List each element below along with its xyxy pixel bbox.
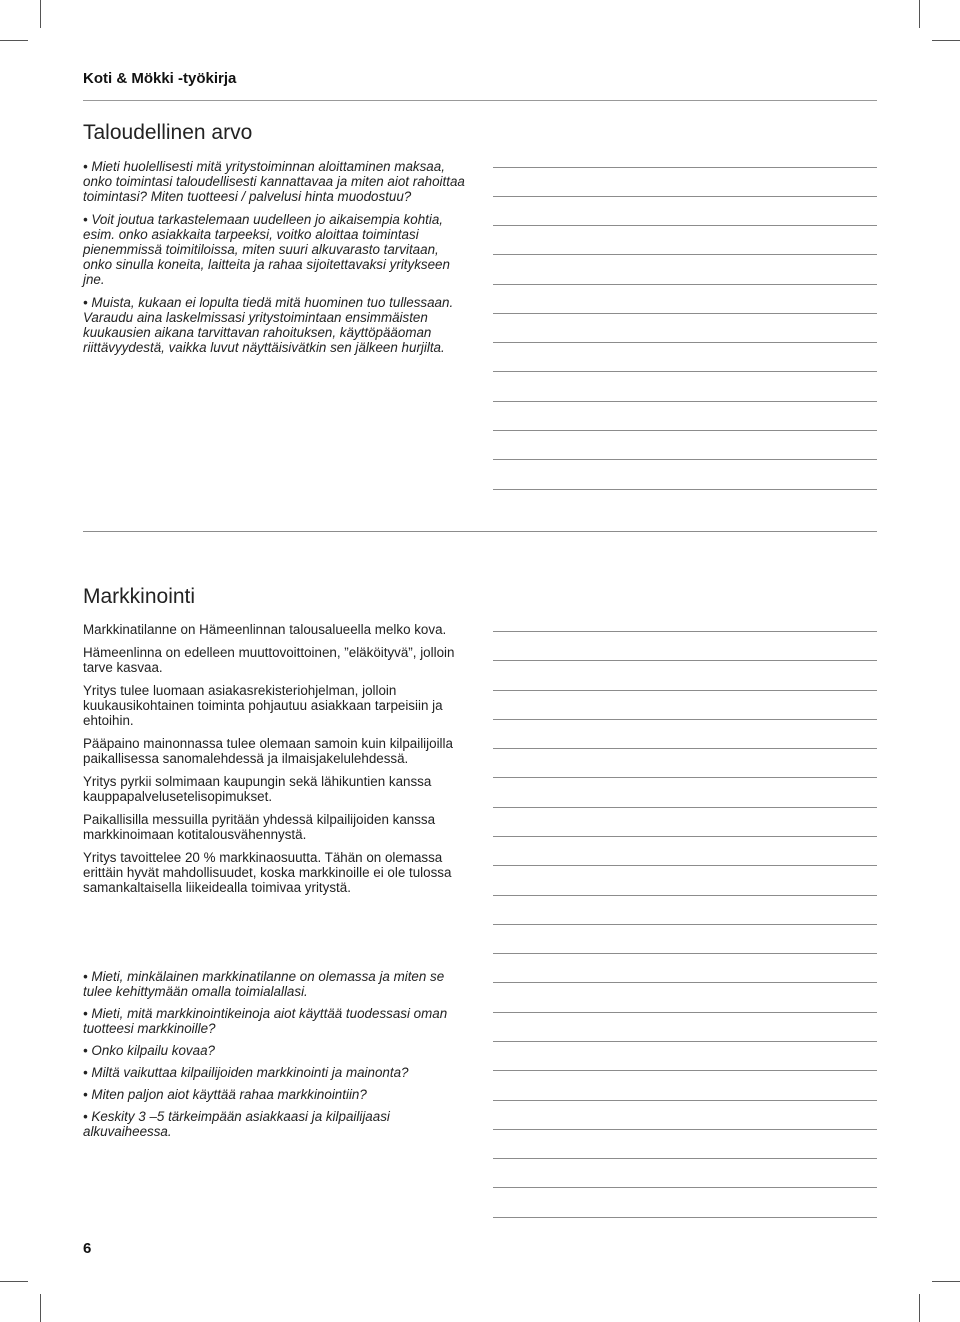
writing-line[interactable] [493, 690, 877, 691]
writing-line[interactable] [493, 1158, 877, 1159]
writing-line[interactable] [493, 1129, 877, 1130]
writing-line[interactable] [493, 777, 877, 778]
marketing-paragraph: Paikallisilla messuilla pyritään yhdessä kilpailijoiden kanssa markkinoimaan kotitalousvähennystä. [83, 812, 436, 842]
marketing-bullet: • Keskity 3 –5 tärkeimpään asiakkaasi ja kilpailijaasi alkuvaiheessa. [83, 1109, 390, 1139]
marketing-paragraph: Yritys pyrkii solmimaan kaupungin sekä lähikuntien kanssa kauppapalvelusetelisopimukset. [83, 774, 432, 804]
financial-bullet: • Voit joutua tarkastelemaan uudelleen jo aikaisempia kohtia, esim. onko asiakkaita tarpeeksi, voitko aloittaa toimintasi pienemmissä toimitiloissa, miten suuri alkuvarasto tarvitaan, onko sinulla koneita, laitteita ja rahaa sijoitettavaksi yritykseen jne. [83, 212, 450, 287]
marketing-bullet: • Onko kilpailu kovaa? [83, 1043, 215, 1058]
writing-line[interactable] [493, 371, 877, 372]
financial-bullet: • Mieti huolellisesti mitä yritystoiminnan aloittaminen maksaa, onko toimintasi taloudellisesti kannattavaa ja miten aiot rahoittaa toimintasi? Miten tuotteesi / palvelusi hinta muodostuu? [83, 159, 465, 204]
writing-line[interactable] [493, 924, 877, 925]
header-rule [83, 100, 877, 101]
writing-line[interactable] [493, 1217, 877, 1218]
writing-line[interactable] [493, 865, 877, 866]
writing-line[interactable] [493, 167, 877, 168]
crop-mark-br-v [919, 1294, 920, 1322]
writing-line[interactable] [493, 953, 877, 954]
writing-line[interactable] [493, 313, 877, 314]
document-header: Koti & Mökki -työkirja [83, 70, 237, 87]
marketing-bullet: • Miten paljon aiot käyttää rahaa markkinointiin? [83, 1087, 367, 1102]
writing-line[interactable] [493, 401, 877, 402]
writing-line[interactable] [493, 807, 877, 808]
writing-line[interactable] [493, 225, 877, 226]
writing-line[interactable] [493, 1012, 877, 1013]
crop-mark-tl-h [0, 40, 28, 41]
writing-line[interactable] [493, 284, 877, 285]
marketing-paragraph: Markkinatilanne on Hämeenlinnan talousalueella melko kova. [83, 622, 447, 637]
marketing-paragraph: Pääpaino mainonnassa tulee olemaan samoin kuin kilpailijoilla paikallisessa sanomalehdessä ja ilmaisjakelulehdessä. [83, 736, 453, 766]
writing-line[interactable] [493, 1187, 877, 1188]
writing-line[interactable] [493, 459, 877, 460]
writing-line[interactable] [493, 254, 877, 255]
writing-line[interactable] [493, 196, 877, 197]
writing-line[interactable] [493, 1070, 877, 1071]
marketing-guidance [83, 969, 468, 1146]
writing-line[interactable] [493, 489, 877, 490]
marketing-paragraph: Yritys tulee luomaan asiakasrekisteriohjelman, jolloin kuukausikohtainen toiminta pohjautuu asiakkaan tarpeisiin ja ehtoihin. [83, 683, 443, 728]
section-divider [83, 531, 877, 532]
financial-bullet: • Muista, kukaan ei lopulta tiedä mitä huominen tuo tullessaan. Varaudu aina laskelmissasi yritystoimintaan ensimmäisten kuukausien aikana tarvittavan rahoituksen, käyttöpääoman riittävyydestä, vaikka luvut näyttäisivätkin sen jälkeen hurjilta. [83, 295, 454, 355]
marketing-paragraph: Hämeenlinna on edelleen muuttovoittoinen, ”eläköityvä”, jolloin tarve kasvaa. [83, 645, 455, 675]
section-title-financial: Taloudellinen arvo [83, 121, 253, 144]
marketing-bullet: • Mieti, mitä markkinointikeinoja aiot käyttää tuodessasi oman tuotteesi markkinoille? [83, 1006, 448, 1036]
crop-mark-tr-h [932, 40, 960, 41]
writing-line[interactable] [493, 660, 877, 661]
section-title-marketing: Markkinointi [83, 585, 196, 608]
marketing-bullet: • Mieti, minkälainen markkinatilanne on olemassa ja miten se tulee kehittymään omalla toimialallasi. [83, 969, 445, 999]
crop-mark-bl-h [0, 1281, 28, 1282]
writing-line[interactable] [493, 430, 877, 431]
writing-line[interactable] [493, 1041, 877, 1042]
writing-line[interactable] [493, 748, 877, 749]
writing-line[interactable] [493, 836, 877, 837]
writing-line[interactable] [493, 1100, 877, 1101]
crop-mark-tr-v [919, 0, 920, 28]
page-number: 6 [83, 1240, 92, 1257]
marketing-paragraph: Yritys tavoittelee 20 % markkinaosuutta. Tähän on olemassa erittäin hyvät mahdollisuudet, koska markkinoille ei ole tulossa samankaltaisella liikeidealla toimivaa yritystä. [83, 850, 452, 895]
crop-mark-bl-v [40, 1294, 41, 1322]
writing-line[interactable] [493, 895, 877, 896]
writing-line[interactable] [493, 982, 877, 983]
writing-line[interactable] [493, 342, 877, 343]
crop-mark-tl-v [40, 0, 41, 28]
marketing-bullet: • Miltä vaikuttaa kilpailijoiden markkinointi ja mainonta? [83, 1065, 409, 1080]
financial-guidance [83, 159, 468, 363]
writing-line[interactable] [493, 719, 877, 720]
crop-mark-br-h [932, 1281, 960, 1282]
marketing-plan-text [83, 622, 468, 903]
writing-line[interactable] [493, 631, 877, 632]
